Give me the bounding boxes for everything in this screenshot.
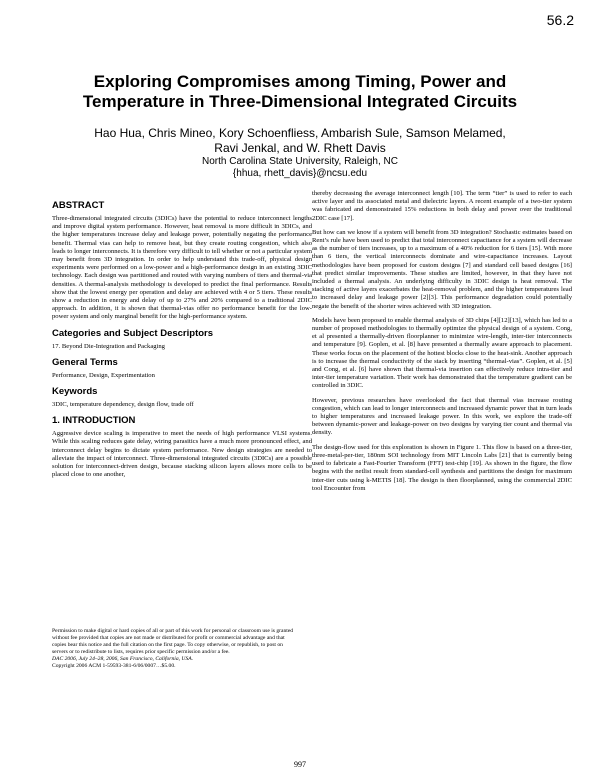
author-block — [0, 126, 600, 180]
left-column — [52, 196, 312, 485]
copyright-line: Copyright 2006 ACM 1-59593-381-6/06/0007…$5.00. — [52, 663, 176, 669]
introduction-text: Aggressive device scaling is imperative to meet the needs of high performance VLSI systems. While this scaling reduces gate delay, wiring parasitics have a much more pronounced effect, and interconnect delay begins to dictate system performance. New design strategies are needed to alleviate the impact of interconnect. Three-dimensional integrated circuits (3DICs) are a possible solution for interconnect-driven design, because stacking silicon layers allows more cells to be placed close to one another, — [52, 430, 312, 479]
email: {hhua, rhett_davis}@ncsu.edu — [232, 168, 368, 179]
authors-line-1: Hao Hua, Chris Mineo, Kory Schoenfliess, Ambarish Sule, Samson Melamed, — [94, 126, 506, 140]
right-paragraph-4: However, previous researches have overlooked the fact that thermal vias increase routing congestion, which can lead to longer interconnects and increased dynamic power that in turn leads to higher temperatures and increased leakage power. In this work, we explore the trade-off between dynamic-power and leakage-power on two designs by varying tier count and thermal via density. — [312, 396, 572, 437]
copyright-notice — [52, 628, 297, 670]
footer-page-number: 997 — [294, 760, 306, 769]
permission-text: Permission to make digital or hard copies of all or part of this work for personal or classroom use is granted without fee provided that copies are not made or distributed for profit or commercial advantage and that copies bear this notice and the full citation on the first page. To copy otherwise, or republish, to post on servers or to redistribute to lists, requires prior specific permission and/or a fee. — [52, 628, 294, 655]
right-column — [312, 190, 572, 499]
page-number: 56.2 — [546, 12, 574, 28]
right-paragraph-1: thereby decreasing the average interconnect length [10]. The term “tier” is used to refer to each active layer and its associated metal and dielectric layers. A recent example of a two-tier system was fabricated and demonstrated 15% reductions in both delay and power over the traditional 2DIC case [17]. — [312, 190, 572, 222]
general-terms-text: Performance, Design, Experimentation — [52, 371, 155, 379]
keywords-heading: Keywords — [52, 386, 98, 398]
title-line-2: Temperature in Three-Dimensional Integrated Circuits — [82, 92, 518, 111]
title-line-1: Exploring Compromises among Timing, Power and — [93, 72, 507, 91]
right-paragraph-5: The design-flow used for this exploration is shown in Figure 1. This flow is based on a three-tier, three-metal-per-tier, 180nm SOI technology from MIT Lincoln Labs [21] that is currently being used to fabricate a Fast-Fourier Transform (FFT) test-chip [19]. As shown in the figure, the flow begins with the netlist result from standard-cell synthesis and partitions the design for maximum inter-tier cuts using k-METIS [18]. The design is then floorplanned, using the commercial 2DIC tool Encounter from — [312, 443, 572, 492]
introduction-heading: 1. INTRODUCTION — [52, 415, 136, 427]
affiliation: North Carolina State University, Raleigh, NC — [201, 156, 398, 167]
general-terms-heading: General Terms — [52, 356, 118, 368]
right-paragraph-3: Models have been proposed to enable thermal analysis of 3D chips [4][12][13], which has led to a number of proposed methodologies to thermally optimize the physical design of a system. Cong, et al presented a thermally-driven floorplanner to minimize wire-length, inter-tier interconnects and temperature [9]. Goplen, et al. [8] have presented a thermally aware approach to placement. These works focus on the placement of the hottest blocks close to the heat-sink. Another approach is to increase the thermal conductivity of the stack by inserting “thermal-vias”. Goplen, et al. [5] and Cong, et al. [6] have shown that thermal-via insertion can effectively reduce intra-tier and inter-tier temperature variation. Their work has demonstrated that the temperature gradient can be controlled in 3DIC. — [312, 316, 572, 390]
paper-title — [0, 72, 600, 112]
categories-text: 17. Beyond Die-Integration and Packaging — [52, 342, 165, 350]
conference-info: DAC 2006, July 24–28, 2006, San Francisco, California, USA. — [52, 656, 194, 662]
authors-line-2: Ravi Jenkal, and W. Rhett Davis — [214, 141, 386, 155]
abstract-heading: ABSTRACT — [52, 200, 105, 211]
right-paragraph-2: But how can we know if a system will benefit from 3D integration? Stochastic estimates based on Rent’s rule have been used to predict that total interconnect capacitance for a system will decrease as the number of tiers increases, up to a maximum of a 40% reduction for 6 tiers [15]. With more than 6 tiers, the vertical interconnects dominate and wire-capacitance increases. Layout methodologies have been proposed for custom designs [7] and standard cell based designs [16] that predict similar improvements. These studies are limited, however, in that they have not included a thermal analysis. An underlying difficulty in 3DIC design is heat removal. The stacking of active layers exacerbates the heat-removal problem, and the higher temperatures lead to increased delay and leakage power [2][3]. This performance degradation could potentially negate the benefit of the shorter wires achieved with 3D integration. — [312, 228, 572, 310]
keywords-text: 3DIC, temperature dependency, design flow, trade off — [52, 401, 194, 409]
categories-heading: Categories and Subject Descriptors — [52, 327, 214, 339]
abstract-text: Three-dimensional integrated circuits (3DICs) have the potential to reduce interconnect lengths and improve digital system performance. However, heat removal is more difficult in 3DICs, and the higher temperatures increase delay and leakage power, potentially negating the performance benefit. Thermal vias can help to remove heat, but they create routing congestion, which also leads to longer interconnects. It is therefore very difficult to tell whether or not a particular system may benefit from 3D integration. In order to help understand this trade-off, physical design experiments were performed on a low-power and a high-performance design in an existing 3DIC technology. Each design was partitioned and routed with varying numbers of tiers and thermal-via densities. A thermal-analysis methodology is developed to predict the final performance. Results show that the lowest energy per operation and delay are achieved with 4 or 5 tiers. These results show a reduction in energy and delay of up to 27% and 20% compared to a traditional 2DIC approach. In addition, it is shown that thermal-vias offer no performance benefit for the low-power system and only marginal benefit for the high-performance system. — [52, 215, 312, 321]
